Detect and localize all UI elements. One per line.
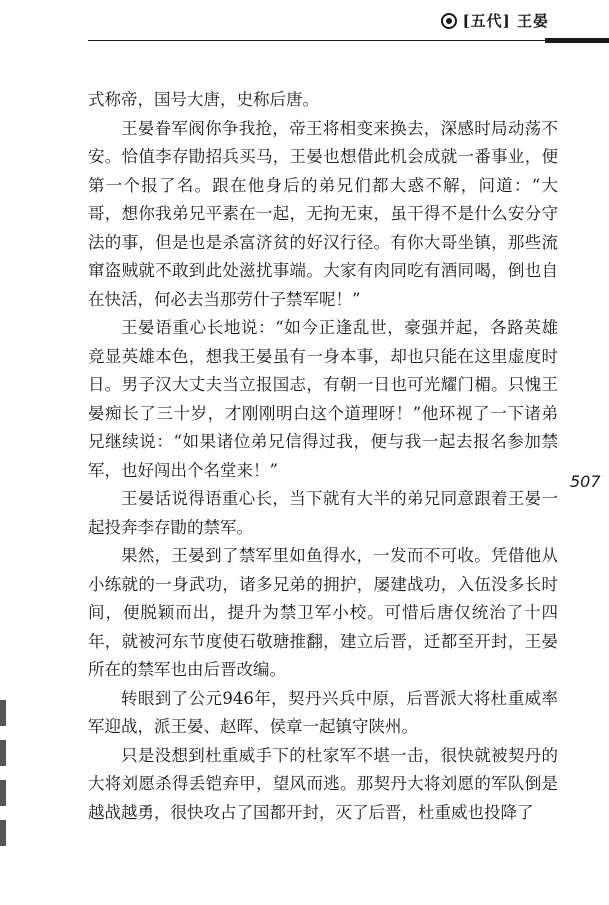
paragraph: 转眼到了公元946年，契丹兴兵中原，后晋派大将杜重威率军迎战，派王晏、赵晖、侯章一起镇守陕州。	[88, 688, 558, 736]
body-text	[88, 86, 558, 827]
spine-edge	[0, 700, 6, 905]
running-header	[441, 10, 549, 31]
header-rule	[88, 40, 608, 41]
spine-mark	[0, 700, 6, 726]
paragraph: 王晏眷军阀你争我抢，帝王将相变来换去，深感时局动荡不安。恰值李存勖招兵买马，王晏也想借此机会成就一番事业，便第一个报了名。跟在他身后的弟兄们都大惑不解，问道：“大哥，想你我弟兄平素在一起，无拘无束，虽干得不是什么安分守法的事，但是也是杀富济贫的好汉行径。有你大哥坐镇，那些流窜盗贼就不敢到此处滋扰事端。大家有肉同吃有酒同喝，倒也自在快活，何必去当那劳什子禁军呢！”	[88, 118, 558, 309]
paragraph: 王晏语重心长地说：“如今正逢乱世，豪强并起，各路英雄竞显英雄本色，想我王晏虽有一身本事，却也只能在这里虚度时日。男子汉大丈夫当立报国志，有朝一日也可光耀门楣。只愧王晏痴长了三十岁，才刚刚明白这个道理呀！”他环视了一下诸弟兄继续说：“如果诸位弟兄信得过我，便与我一起去报名参加禁军，也好闯出个名堂来！”	[88, 318, 558, 480]
paragraph: 式称帝，国号大唐，史称后唐。	[88, 90, 319, 109]
paragraph: 王晏话说得语重心长，当下就有大半的弟兄同意跟着王晏一起投奔李存勖的禁军。	[88, 489, 558, 537]
spine-mark	[0, 740, 6, 766]
header-title: [五代] 王晏	[462, 12, 549, 30]
bullseye-icon	[441, 13, 457, 29]
paragraph: 只是没想到杜重威手下的杜家军不堪一击，很快就被契丹的大将刘愿杀得丢铠弃甲，望风而逃。那契丹大将刘愿的军队倒是越战越勇，很快攻占了国都开封，灭了后晋，杜重威也投降了	[88, 745, 558, 822]
header-rule-accent	[545, 38, 609, 43]
spine-mark	[0, 780, 6, 806]
page-number: 507	[570, 472, 601, 491]
paragraph: 果然，王晏到了禁军里如鱼得水，一发而不可收。凭借他从小练就的一身武功，诸多兄弟的拥护，屡建战功，入伍没多长时间，便脱颖而出，提升为禁卫军小校。可惜后唐仅统治了十四年，就被河东节度使石敬瑭推翻，建立后晋，迁都至开封，王晏所在的禁军也由后晋改编。	[88, 546, 558, 679]
spine-mark	[0, 820, 6, 846]
